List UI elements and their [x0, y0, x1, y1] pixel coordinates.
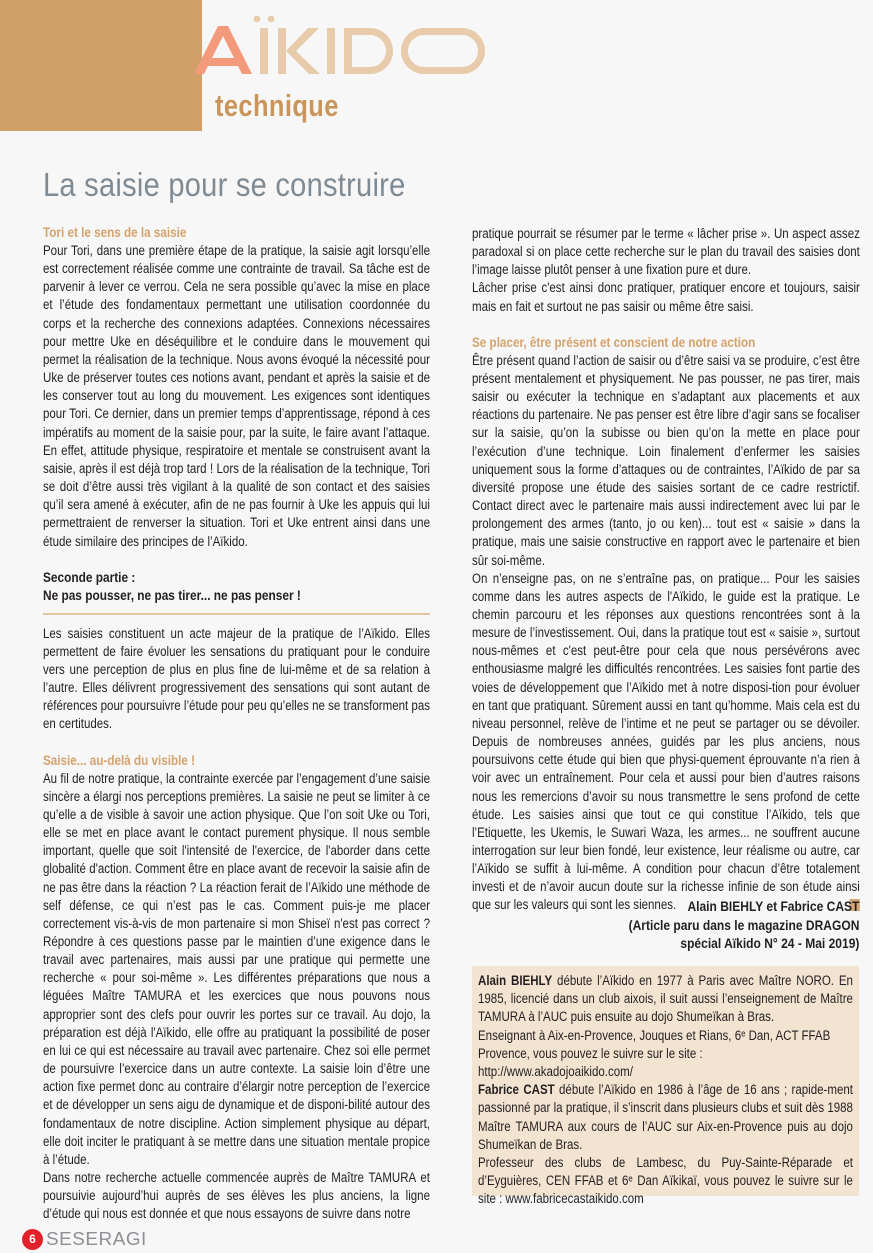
section-label: technique [215, 88, 339, 123]
section-heading: Tori et le sens de la saisie [43, 225, 187, 240]
paragraph: Pour Tori, dans une première étape de la pratique, la saisie agit lorsqu’elle est correctement réalisée comme une contrainte de travail. Sa tâche est de parvenir à lever ce verrou. Cela ne sera possible qu’avec la mise en place et l’étude des fondamentaux permettant une utilisation coordonnée du corps et la recherche des connexions adaptées. Connexions nécessaires pour mettre Uke en déséquilibre et le conduire dans le mouvement qui permet la réalisation de la technique. Nous avons évoqué la nécessité pour Uke de préserver toutes ces notions avant, pendant et après la saisie et de les conserver tout au long du mouvement. Les exigences sont identiques pour Tori. Ce dernier, dans un premier temps d’apprentissage, répond à ces impératifs au moment de la saisie pour, par la suite, le faire avant l’attaque. En effet, attitude physique, respiratoire et mentale se construisent avant la saisie, après il est déjà trop tard ! Lors de la réalisation de la technique, Tori se doit d’être aussi très vigilant à la qualité de son contact et des saisies qu’il sera amené à exécuter, afin de ne pas fournir à Uke les appuis qui lui permettraient de renverser la situation. Tori et Uke entrent ainsi dans une étude similaire des principes de l’Aïkido. [43, 243, 430, 549]
part-title: Ne pas pousser, ne pas tirer... ne pas penser ! [43, 588, 301, 604]
bio-text: débute l’Aïkido en 1977 à Paris avec Maître NORO. En 1985, licencié dans un club aixois, il suit aussi l’enseignement de Maître TAMURA à l’AUC puis ensuite au dojo Shumeïkan à Bras. [478, 973, 853, 1025]
bio-website-link[interactable]: http://www.akadojoaikido.com/ [478, 1064, 633, 1080]
signature-authors: Alain BIEHLY et Fabrice CAST [687, 898, 859, 914]
article-column-left [43, 224, 430, 1224]
bio-author-name: Fabrice CAST [478, 1082, 555, 1098]
header-color-block [0, 0, 202, 131]
signature-source: (Article paru dans le magazine DRAGON [628, 916, 859, 933]
bio-text: débute l’Aïkido en 1986 à l’âge de 16 ans ; rapide-ment passionné par la pratique, il s’inscrit dans plusieurs clubs et suit dès 1988 Maître TAMURA aux cours de l’AUC sur Aix-en-Provence puis au dojo Shumeïkan de Bras. [478, 1082, 853, 1152]
article-signature [591, 897, 859, 953]
aikido-logo-graphic [192, 14, 492, 84]
paragraph: Lâcher prise c'est ainsi donc pratiquer, pratiquer encore et toujours, saisir mais en fait et surtout ne pas saisir ou même être saisi. [472, 280, 860, 314]
paragraph: Être présent quand l’action de saisir ou d’être saisi va se produire, c’est être présent mentalement et physiquement. Ne pas pousser, ne pas tirer, mais saisir ou exécuter la technique en s’adaptant aux placements et aux réactions du partenaire. Ne pas penser est être libre d’agir sans se focaliser sur la saisie, qu’on la subisse ou bien qu’on la mette en place pour l’exécution d’une technique. Loin finalement d’enfermer les saisies uniquement sous la forme d’attaques ou de contraintes, l’Aïkido de par sa diversité propose une étude des saisies sortant de ce cadre restrictif. Contact direct avec le partenaire mais aussi indirectement avec lui par le prolongement des armes (tanto, jo ou ken)... tout est « saisie » dans la pratique, mais une saisie constructive en rapport avec le partenaire et bien sûr soi-même. [472, 352, 860, 568]
paragraph: Dans notre recherche actuelle commencée auprès de Maître TAMURA et poursuivie aujourd’hui auprès de ses élèves les plus anciens, la ligne d’étude qui nous est donnée et que nous essayons de suivre dans notre [43, 1170, 430, 1222]
section-heading: Saisie... au-delà du visible ! [43, 752, 196, 768]
signature-source: spécial Aïkido N° 24 - Mai 2019) [679, 935, 859, 952]
article-column-right [472, 225, 860, 915]
page-title: La saisie pour se construire [43, 166, 406, 203]
bio-paragraph [478, 972, 853, 1027]
bio-paragraph [478, 1081, 853, 1154]
bio-author-name: Alain BIEHLY [478, 973, 553, 988]
page-footer [22, 1226, 147, 1252]
paragraph: Les saisies constituent un acte majeur de la pratique de l’Aïkido. Elles permettent de faire évoluer les sensations du pratiquant pour le conduire vers une perception de plus en plus fine de lui-même et de sa relation à l’autre. Elles délivrent progressivement des sensations qui sont autant de références pour poursuivre l’étude pour peu qu’elles ne se transforment pas en certitudes. [43, 625, 430, 732]
page-number: 6 [22, 1229, 43, 1250]
magazine-brand: SESERAGI [46, 1228, 147, 1249]
paragraph: pratique pourrait se résumer par le terme « lâcher prise ». Un aspect assez paradoxal si on place cette recherche sur le plan du travail des saisies dont l’image laisse plutôt penser à une fixation pure et dure. [472, 226, 860, 278]
section-heading: Se placer, être présent et conscient de notre action [472, 334, 756, 350]
paragraph [472, 570, 860, 915]
part-label: Seconde partie : [43, 569, 136, 585]
paragraph: Au fil de notre pratique, la contrainte exercée par l’engagement d’une saisie sincère a élargi nos perceptions premières. La saisie ne peut se limiter à ce qu’elle a de visible à savoir une action physique. Que l’on soit Uke ou Tori, elle se met en place avant le contact purement physique. Il nous semble important, quelle que soit l'intensité de l'exercice, de l'aborder dans cette globalité d'action. Comment être en place avant de recevoir la saisie afin de ne pas être dans la réaction ? La réaction ferait de l’Aïkido une méthode de self défense, ce qui n’est pas le cas. Comment puis-je me placer correctement vis-à-vis de mon partenaire si mon Shiseï n'est pas correct ? Répondre à ces questions passe par le maintien d’une exigence dans le travail avec partenaires, mais aussi par une pratique qui permette une recherche « pour soi-même ». Les différentes préparations que nous a léguées Maître TAMURA et les exercices que nous pouvons nous approprier sont des clefs pour ouvrir les portes sur ce travail. Au dojo, la préparation est déjà l'Aïkido, elle offre au pratiquant la possibilité de poser en lui ce qui est nécessaire au travail avec partenaire. Chez soi elle permet de poursuivre l’exercice dans un autre contexte. La saisie loin d’être une action fixe permet donc au contraire d’élargir notre perception de l’exercice et de développer un sens aigu de dynamique et de disponi-bilité autour des fondamentaux de notre discipline. Action simplement physique au départ, elle doit inciter le pratiquant à se mettre dans une situation mentale propice à l’étude. [43, 770, 430, 1167]
bio-paragraph: Enseignant à Aix-en-Provence, Jouques et Rians, 6ᵉ Dan, ACT FFAB Provence, vous pouvez le suivre sur le site : [478, 1027, 831, 1061]
divider [43, 613, 430, 615]
author-bio-box [472, 966, 859, 1207]
paragraph-text: On n’enseigne pas, on ne s’entraîne pas, on pratique... Pour les saisies comme dans les autres aspects de l'Aïkido, le guide est la pratique. Le chemin parcouru et les réponses aux questions rencontrées sont à la mesure de l’investissement. Oui, dans la pratique tout est « saisie », surtout nous-mêmes et c'est peut-être pour cela que nous persévérons avec enthousiasme malgré les difficultés rencontrées. Les saisies font partie des voies de développement que l’Aïkido met à notre disposi-tion pour évoluer en tant que pratiquant. Sûrement aussi en tant qu’homme. Mais cela est du niveau personnel, relève de l’intime et ne peut se partager ou se dévoiler. Depuis de nombreuses années, guidés par les plus anciens, nous poursuivons cette étude qui bien que physi-quement éprouvante n’a rien à voir avec un entraînement. Pour cela et aussi pour bien d’autres raisons nous les remercions d’avoir su nous transmettre le sens profond de cette étude. Les saisies ainsi que tout ce qui constitue l’Aïkido, tels que l’Etiquette, les Ukemis, le Suwari Waza, les armes... ne souffrent aucune interrogation sur leur bien fondé, leur existence, leur réalisme ou autre, car l’Aïkido se suffit à lui-même. A condition pour chacun d’être totalement investi et de n’avoir aucun doute sur la richesse infinie de son étude ainsi que sur les valeurs qui sont les siennes. [472, 570, 860, 913]
aikido-logo [192, 14, 492, 84]
bio-paragraph: Professeur des clubs de Lambesc, du Puy-Sainte-Réparade et d’Eyguières, CEN FFAB et 6ᵉ Dan Aïkikaï, vous pouvez le suivre sur le site : www.fabricecastaikido.com [478, 1155, 853, 1207]
